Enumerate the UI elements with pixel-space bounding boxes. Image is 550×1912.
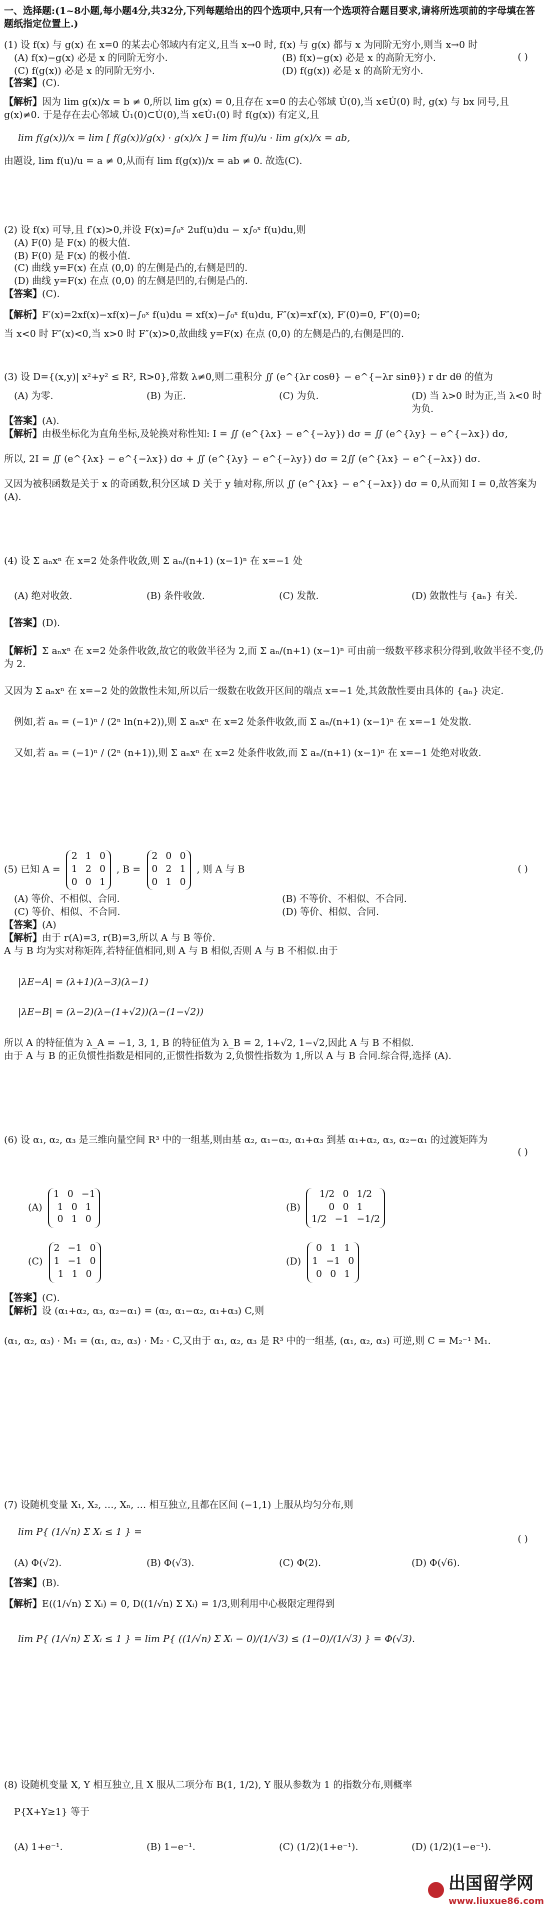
q2-option-c: (C) 曲线 y=F(x) 在点 (0,0) 的左侧是凸的,右侧是凹的. [14,263,248,275]
question-8 [4,1780,544,1854]
site-logo-icon [428,1882,444,1898]
q8-stem: (8) 设随机变量 X, Y 相互独立,且 X 服从二项分布 B(1, 1/2), Y 服从参数为 1 的指数分布,则概率 [4,1780,413,1791]
q6-explanation: 【解析】设 (α₁+α₂, α₃, α₂−α₁) = (α₂, α₁−α₂, α₁+α₃) C,则 (α₁, α₂, α₃) · M₁ = (α₁, α₂, α₃) · M₂ · C,又由于 α₁, α₂, α₃ 是 R³ 中的一组基, (α₁, α₂, α₃) 可逆,则 C = M₂⁻¹ M₁. [4,1305,491,1348]
question-7 [4,1500,544,1647]
q8-option-a: (A) 1+e⁻¹. [14,1841,63,1853]
q5-matrix-a: 2 1 0 1 2 0 0 0 1 [66,850,110,890]
q6-options [4,1188,544,1283]
q3-stem: (3) 设 D={(x,y)| x²+y² ≤ R², R>0},常数 λ≠0,则二重积分 ∬ (e^{λr cosθ} − e^{−λr sinθ}) r dr dθ 的值为 [4,372,494,383]
q2-option-a: (A) F(0) 是 F(x) 的极大值. [14,237,131,249]
q3-options [4,391,544,417]
section-title: 一、选择题:(1~8小题,每小题4分,共32分,下列每题给出的四个选项中,只有一个选项符合题目要求,请将所选项前的字母填在答题纸指定位置上.) [4,6,536,30]
q5-option-c: (C) 等价、相似、不合同. [14,907,121,919]
question-6 [4,1135,544,1349]
q6-answer: 【答案】(C). [4,1292,60,1304]
q3-option-b: (B) 为正. [146,390,186,402]
q4-option-d: (D) 敛散性与 {aₙ} 有关. [411,590,518,602]
question-1 [4,40,544,169]
q7-paren: ( ) [517,1534,528,1545]
q7-option-c: (C) Φ(2). [279,1557,321,1569]
q5-option-a: (A) 等价、不相似、合同. [14,894,120,906]
q8-option-d: (D) (1/2)(1−e⁻¹). [411,1841,492,1853]
q3-explanation: 【解析】由极坐标化为直角坐标,及轮换对称性知: I = ∬ (e^{λx} − e^{−λy}) dσ = ∬ (e^{λy} − e^{−λx}) dσ, 所以, 2I = ∬ (e^{λx} − e^{−λx}) dσ + ∬ (e^{λy} − e^{−λy}) dσ = 2∬ (e^{λx} − e^{−λx}) dσ. 又因为被积函数是关于 x 的奇函数,积分区域 D 关于 y 轴对称,所以 ∬ (e^{λx} − e^{−λx}) dσ = 0,从而知 I = 0,故答案为(A). [4,429,537,503]
q6-paren: ( ) [517,1147,528,1158]
q2-answer: 【答案】(C). [4,289,60,301]
q1-answer: 【答案】(C). [4,78,60,90]
q6-option-c: (C) 2 −1 0 1 −1 0 1 1 0 [28,1242,286,1282]
q5-matrix-b: 2 0 0 0 2 1 0 1 0 [147,850,191,890]
q1-paren: ( ) [517,52,528,63]
q7-options [4,1558,544,1571]
q7-option-a: (A) Φ(√2). [14,1557,62,1569]
q3-option-d: (D) 当 λ>0 时为正,当 λ<0 时为负. [411,390,542,415]
q5-option-d: (D) 等价、相似、合同. [282,907,380,919]
q6-option-a: (A) 1 0 −1 1 0 1 0 1 0 [28,1188,286,1228]
q5-option-b: (B) 不等价、不相似、不合同. [282,894,407,906]
q5-stem: (5) 已知 A = 2 1 0 1 2 0 0 0 1 , B = 2 0 0 0 2 1 0 1 0 , 则 A 与 B [4,850,544,890]
q7-option-b: (B) Φ(√3). [146,1557,195,1569]
q3-option-a: (A) 为零. [14,390,54,402]
question-4 [4,556,544,761]
q6-option-d: (D) 0 1 1 1 −1 0 0 0 1 [286,1242,544,1282]
q3-option-c: (C) 为负. [279,390,319,402]
q2-options [4,238,544,289]
q1-option-b: (B) f(x)−g(x) 必是 x 的高阶无穷小. [282,52,436,64]
q1-jiexi-line: 由题设, lim f(u)/u = a ≠ 0,从而有 lim f(g(x))/x = ab ≠ 0. 故选(C). [4,155,303,167]
q2-option-d: (D) 曲线 y=F(x) 在点 (0,0) 的左侧是凹的,右侧是凸的. [14,276,248,288]
q8-option-b: (B) 1−e⁻¹. [146,1841,196,1853]
q7-option-d: (D) Φ(√6). [411,1557,460,1569]
q1-option-a: (A) f(x)−g(x) 必是 x 的同阶无穷小. [14,52,168,64]
watermark-logo-text: 出国留学网 [448,1873,534,1894]
q4-option-a: (A) 绝对收敛. [14,590,73,602]
q4-option-c: (C) 发散. [279,590,319,602]
q2-option-b: (B) F(0) 是 F(x) 的极小值. [14,250,131,262]
question-5 [4,850,544,1064]
q1-option-c: (C) f(g(x)) 必是 x 的同阶无穷小. [14,65,155,77]
q5-answer: 【答案】(A) [4,920,57,932]
watermark-url: www.liuxue86.com [448,1896,544,1907]
q4-options [4,591,544,604]
q4-answer: 【答案】(D). [4,617,61,629]
q8-option-c: (C) (1/2)(1+e⁻¹). [279,1841,359,1853]
q1-formula: lim f(g(x))/x = lim [ f(g(x))/g(x) · g(x)/x ] = lim f(u)/u · lim g(x)/x = ab, [18,132,351,144]
q6-stem: (6) 设 α₁, α₂, α₃ 是三维向量空间 R³ 中的一组基,则由基 α₂, α₁−α₂, α₁+α₃ 到基 α₁+α₂, α₃, α₂−α₁ 的过渡矩阵为 [4,1135,488,1146]
q4-explanation: 【解析】Σ aₙxⁿ 在 x=2 处条件收敛,故它的收敛半径为 2,而 Σ aₙ/(n+1) (x−1)ⁿ 可由前一级数平移求积分得到,收敛半径不变,仍为 2. 又因为 Σ aₙxⁿ 在 x=−2 处的敛散性未知,所以后一级数在收敛开区间的端点 x=−1 处,其敛散性要由具体的 {aₙ} 决定. 例如,若 aₙ = (−1)ⁿ / (2ⁿ ln(n+2)),则 Σ aₙxⁿ 在 x=2 处条件收敛,而 Σ aₙ/(n+1) (x−1)ⁿ 在 x=−1 处发散. 又如,若 aₙ = (−1)ⁿ / (2ⁿ (n+1)),则 Σ aₙxⁿ 在 x=2 处条件收敛,而 Σ aₙ/(n+1) (x−1)ⁿ 在 x=−1 处绝对收敛. [4,646,544,759]
q7-answer: 【答案】(B). [4,1578,60,1590]
q2-stem: (2) 设 f(x) 可导,且 f′(x)>0,并设 F(x)=∫₀ˣ 2uf(u)du − x∫₀ˣ f(u)du,则 [4,225,306,236]
question-2 [4,225,544,342]
q8-options [4,1842,544,1855]
q8-sub: P{X+Y≥1} 等于 [14,1806,90,1818]
q1-options [4,53,544,79]
q6-option-b: (B) 1/2 0 1/2 0 0 1 1/2 −1 −1/2 [286,1188,544,1228]
q7-explanation: 【解析】E((1/√n) Σ Xᵢ) = 0, D((1/√n) Σ Xᵢ) = 1/3,则利用中心极限定理得到 lim P{ (1/√n) Σ Xᵢ ≤ 1 } = lim P{ ((1/√n) Σ Xᵢ − 0)/(1/√3) ≤ (1−0)/(1/√3) } = Φ(√3). [4,1599,415,1646]
q7-limit: lim P{ (1/√n) Σ Xᵢ ≤ 1 } = [18,1526,142,1538]
q5-options [4,894,544,920]
site-watermark [428,1873,544,1908]
q1-jiexi-line: 因为 lim g(x)/x = b ≠ 0,所以 lim g(x) = 0,且存在 x=0 的去心邻域 U̇(0),当 x∈U̇(0) 时, g(x) 与 bx 同号,且 g(x)≠0. 于是存在去心邻域 U̇₁(0)⊂U̇(0),当 x∈U̇₁(0) 时 f(g(x)) 有定义,且 [4,97,509,122]
q2-explanation: 【解析】F′(x)=2xf(x)−xf(x)−∫₀ˣ f(u)du = xf(x)−∫₀ˣ f(u)du, F″(x)=xf′(x), F′(0)=0, F″(0)=0; 当 x<0 时 F″(x)<0,当 x>0 时 F″(x)>0,故曲线 y=F(x) 在点 (0,0) 的左侧是凸的,右侧是凹的. [4,309,421,340]
q1-stem: (1) 设 f(x) 与 g(x) 在 x=0 的某去心邻域内有定义,且当 x→0 时, f(x) 与 g(x) 都与 x 为同阶无穷小,则当 x→0 时 [4,40,478,51]
q4-stem: (4) 设 Σ aₙxⁿ 在 x=2 处条件收敛,则 Σ aₙ/(n+1) (x−1)ⁿ 在 x=−1 处 [4,556,303,567]
q1-option-d: (D) f(g(x)) 必是 x 的高阶无穷小. [282,65,424,77]
q4-option-b: (B) 条件收敛. [146,590,205,602]
question-3 [4,372,544,505]
q5-explanation: 【解析】由于 r(A)=3, r(B)=3,所以 A 与 B 等价. A 与 B 均为实对称矩阵,若特征值相同,则 A 与 B 相似,否则 A 与 B 不相似.由于 |λE−A| = (λ+1)(λ−3)(λ−1) |λE−B| = (λ−2)(λ−(1+√2))(λ−(1−√2)) 所以 A 的特征值为 λ_A = −1, 3, 1, B 的特征值为 λ_B = 2, 1+√2, 1−√2,因此 A 与 B 不相似. 由于 A 与 B 的正负惯性指数是相同的,正惯性指数为 2,负惯性指数为 1,所以 A 与 B 合同.综合得,选择 (A). [4,932,452,1062]
q7-stem: (7) 设随机变量 X₁, X₂, …, Xₙ, … 相互独立,且都在区间 (−1,1) 上服从均匀分布,则 [4,1500,354,1511]
q5-paren: ( ) [517,864,528,875]
q3-answer: 【答案】(A). [4,416,60,428]
q1-explanation: 【解析】因为 lim g(x)/x = b ≠ 0,所以 lim g(x) = 0,且存在 x=0 的去心邻域 U̇(0),当 x∈U̇(0) 时, g(x) 与 bx 同号,且 g(x)≠0. 于是存在去心邻域 U̇₁(0)⊂U̇(0),当 x∈U̇₁(0) 时 f(g(x)) 有定义,且 lim f(g(x))/x = lim [ f(g(x))/g(x) · g(x)/x ] = lim f(u)/u · lim g(x)/x = ab, 由题设, lim f(u)/u = a ≠ 0,从而有 lim f(g(x))/x = ab ≠ 0. 故选(C). [4,97,544,168]
